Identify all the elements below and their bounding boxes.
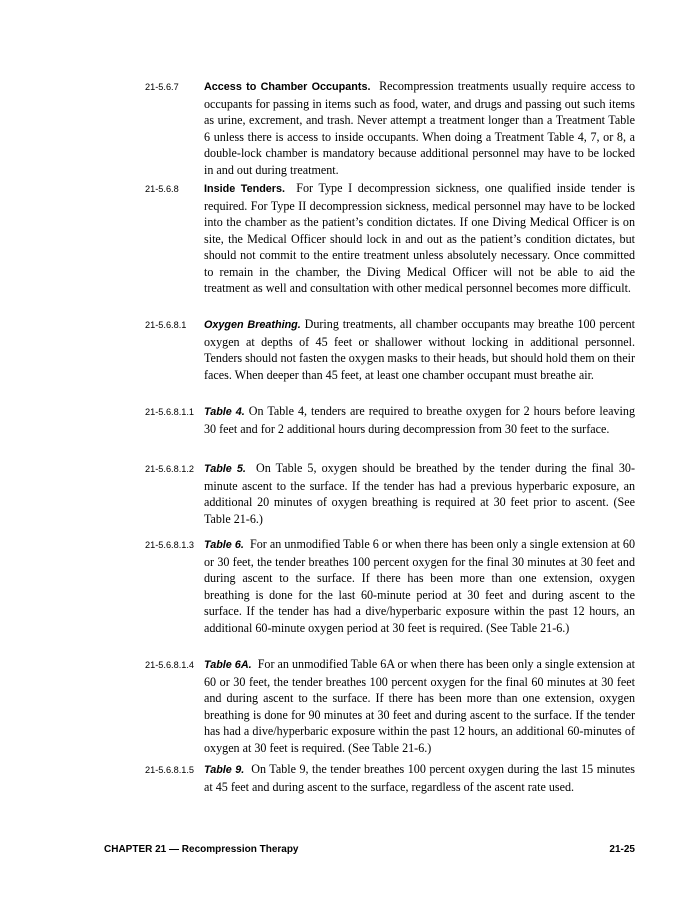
section-number: 21-5.6.7 [145, 82, 179, 92]
section-21-5-6-8-1-2 [145, 460, 635, 527]
chapter-title: CHAPTER 21 — Recompression Therapy [104, 844, 299, 855]
section-number: 21-5.6.8.1.3 [145, 540, 195, 550]
section-21-5-6-8-1-5 [145, 761, 635, 795]
section-number: 21-5.6.8.1.1 [145, 407, 195, 417]
section-text [204, 761, 635, 795]
section-body: During treatments, all chamber occupants may breathe 100 percent oxygen at depths of 45 feet or shallower without locking in additional personnel. Tenders should not fasten the oxygen masks to their heads, but should hold them on their faces. When deeper than 45 feet, at least one chamber occupant must breathe air. [204, 317, 636, 382]
section-text [204, 78, 635, 178]
section-text [204, 403, 635, 437]
section-heading: Table 4. [204, 406, 245, 418]
section-body: Recompression treatments usually require access to occupants for passing in items such as food, water, and drugs and passing out such items as urine, excrement, and trash. Never attempt a treatment longer than a Treatment Table 6 unless there is access to inside occupants. When doing a Treatment Table 4, 7, or 8, a double-lock chamber is mandatory because additional personnel may have to be locked in and out during treatment. [204, 79, 635, 177]
section-body: On Table 9, the tender breathes 100 percent oxygen during the last 15 minutes at 45 feet and during ascent to the surface, regardless of the ascent rate used. [204, 762, 635, 794]
section-text [204, 536, 635, 636]
section-21-5-6-7 [145, 78, 635, 178]
section-heading: Oxygen Breathing. [204, 319, 301, 331]
section-number: 21-5.6.8 [145, 184, 179, 194]
section-body: On Table 4, tenders are required to breathe oxygen for 2 hours before leaving 30 feet and for 2 additional hours during decompression from 30 feet to the surface. [204, 404, 636, 436]
section-21-5-6-8 [145, 180, 635, 297]
section-number: 21-5.6.8.1 [145, 320, 187, 330]
section-21-5-6-8-1-3 [145, 536, 635, 636]
section-21-5-6-8-1-1 [145, 403, 635, 437]
section-heading: Table 5. [204, 463, 246, 475]
section-body: On Table 5, oxygen should be breathed by the tender during the final 30-minute ascent to the surface. If the tender has had a previous hyperbaric exposure, an additional 20 minutes of oxygen breathing is required at 30 feet prior to ascent. (See Table 21-6.) [204, 461, 635, 526]
section-21-5-6-8-1-4 [145, 656, 635, 756]
section-21-5-6-8-1 [145, 316, 635, 383]
section-heading: Access to Chamber Occupants. [204, 81, 371, 93]
section-body: For Type I decompression sickness, one qualified inside tender is required. For Type II decompression sickness, medical personnel may have to be locked into the chamber as the patient’s condition dictates. If one Diving Medical Officer is on site, the Medical Officer should lock in and out as the patient’s condition dictates, but should not commit to the entire treatment unless absolutely necessary. Once committed to remain in the chamber, the Diving Medical Officer will not be able to aid the treatment as well and consultation with other medical personnel becomes more difficult. [204, 181, 635, 295]
section-text [204, 316, 635, 383]
section-text [204, 180, 635, 297]
section-text [204, 460, 635, 527]
section-body: For an unmodified Table 6A or when there has been only a single extension at 60 or 30 feet, the tender breathes 100 percent oxygen for the final 60 minutes at 30 feet and during ascent to the surface. If there has been more than one extension, oxygen breathing is done for 90 minutes at 30 feet and during ascent to the surface. If the tender has had a dive/hyperbaric exposure within the past 12 hours, an additional 60-minutes of oxygen at 30 feet is required. (See Table 21-6.) [204, 657, 635, 755]
section-text [204, 656, 635, 756]
page-number: 21-25 [609, 844, 635, 855]
section-heading: Table 6. [204, 539, 244, 551]
section-heading: Table 6A. [204, 659, 252, 671]
section-number: 21-5.6.8.1.2 [145, 464, 195, 474]
section-number: 21-5.6.8.1.5 [145, 765, 195, 775]
section-number: 21-5.6.8.1.4 [145, 660, 195, 670]
section-heading: Table 9. [204, 764, 245, 776]
section-body: For an unmodified Table 6 or when there has been only a single extension at 60 or 30 feet, the tender breathes 100 percent oxygen for the final 30 minutes at 30 feet and during ascent to the surface. If there has been more than one extension, oxygen breathing is done for the last 60-minute period at 30 feet and during ascent to the surface. If the tender has had a dive/hyperbaric exposure within the past 12 hours, an additional 60-minute oxygen period at 30 feet is required. (See Table 21-6.) [204, 537, 635, 635]
section-heading: Inside Tenders. [204, 183, 286, 195]
